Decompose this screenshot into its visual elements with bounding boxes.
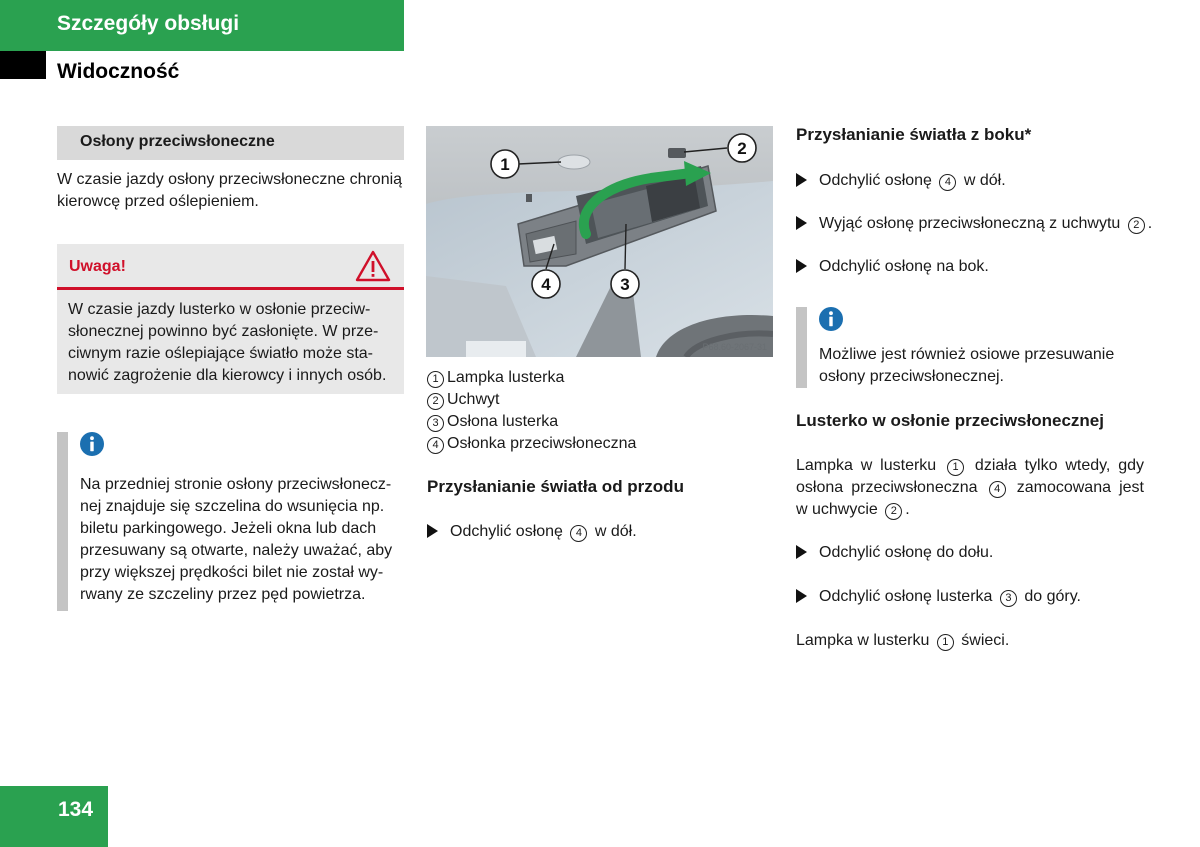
callout-3: [611, 270, 639, 298]
section-marker: [0, 51, 46, 79]
instruction-step: Wyjąć osłonę przeciwsłoneczną z uchwytu 2 .: [796, 213, 1152, 235]
instruction-step: Odchylić osłonę 4 w dół.: [796, 170, 1006, 192]
front-heading: Przysłanianie światła od przodu: [427, 477, 684, 496]
page-number: 134: [58, 798, 94, 821]
info-icon: [819, 307, 843, 331]
svg-text:3: 3: [620, 275, 630, 294]
svg-text:1: 1: [500, 155, 510, 174]
instruction-step: Odchylić osłonę lusterka 3 do góry.: [796, 586, 1081, 608]
instruction-step: Odchylić osłonę do dołu.: [796, 542, 993, 564]
svg-text:2: 2: [737, 139, 747, 158]
info-icon: [80, 432, 104, 456]
mirror-paragraph: Lampka w lusterku 1 działa tylko wtedy, gdy osłona przeciwsłoneczna 4 zamocowana jest w uchwycie 2 .: [796, 457, 1145, 518]
side-heading: Przysłanianie światła z boku*: [796, 125, 1032, 144]
bullet-triangle-icon: [796, 589, 807, 603]
warning-label: Uwaga!: [69, 258, 126, 275]
bullet-triangle-icon: [796, 545, 807, 559]
callout-1: [491, 150, 519, 178]
warning-triangle-icon: [355, 250, 391, 282]
bullet-triangle-icon: [796, 259, 807, 273]
legend-item: 4 Osłonka przeciwsłoneczna: [427, 433, 777, 455]
mirror-result-text: Lampka w lusterku 1 świeci.: [796, 632, 1010, 649]
legend-item: 2 Uchwyt: [427, 389, 777, 411]
callout-4: [532, 270, 560, 298]
page-title: Szczegóły obsługi: [57, 12, 240, 35]
warning-text: W czasie jazdy lusterko w osłonie przeciw- słonecznej powinno być zasłonięte. W prze- ciwnym razie oślepiające światło może sta- nowić zagrożenie dla kierowcy i innych osób.: [68, 301, 387, 384]
section-title: Widoczność: [57, 60, 180, 83]
photo-code: P68.60-2067-31: [702, 342, 767, 352]
callout-2: [728, 134, 756, 162]
subsection-title: Osłony przeciwsłoneczne: [80, 133, 275, 150]
bullet-triangle-icon: [796, 216, 807, 230]
svg-text:4: 4: [541, 275, 551, 294]
info-note-text: Możliwe jest również osiowe przesuwanie osłony przeciwsłonecznej.: [819, 346, 1115, 385]
sun-visor-photo: [426, 126, 773, 357]
info-note-text: Na przedniej stronie osłony przeciwsłonecz- nej znajduje się szczelina do wsunięcia np. biletu parkingowego. Jeżeli okna lub dach przesuwany są otwarte, należy uważać, aby przy większej prędkości bilet nie został wy- rwany ze szczeliny przez pęd powietrza.: [80, 476, 393, 603]
intro-paragraph: W czasie jazdy osłony przeciwsłoneczne chronią kierowcę przed oślepieniem.: [57, 171, 403, 210]
mirror-heading: Lusterko w osłonie przeciwsłonecznej: [796, 411, 1104, 430]
info-note-bar: [796, 307, 807, 388]
bullet-triangle-icon: [427, 524, 438, 538]
legend-item: 3 Osłona lusterka: [427, 411, 777, 433]
instruction-step: Odchylić osłonę na bok.: [796, 256, 989, 278]
info-note-bar: [57, 432, 68, 611]
instruction-step: Odchylić osłonę 4 w dół.: [427, 521, 637, 543]
legend-item: 1 Lampka lusterka: [427, 367, 777, 389]
legend: [427, 367, 777, 455]
bullet-triangle-icon: [796, 173, 807, 187]
